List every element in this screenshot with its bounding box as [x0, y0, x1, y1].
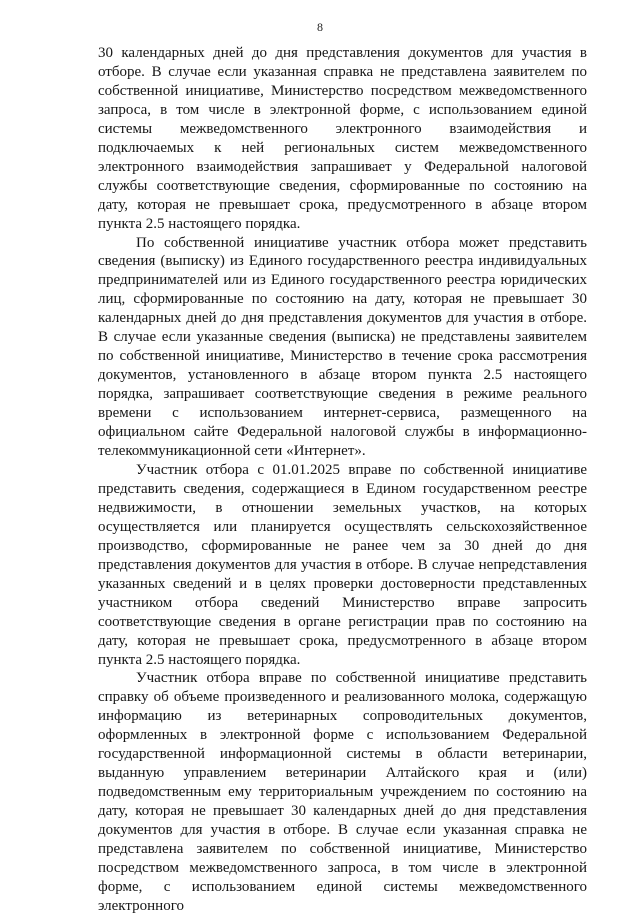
- paragraph-1: 30 календарных дней до дня представления документов для участия в отборе. В случае если указанная справка не представлена заявителем по собственной инициативе, Министерство посредством межведомственного запроса, в том числе в электронной форме, с использованием единой системы межведомственного электронного взаимодействия и подключаемых к ней региональных систем межведомственного электронного взаимодействия запрашивает у Федеральной налоговой службы соответствующие сведения, сформированные по состоянию на дату, которая не превышает срока, предусмотренного в абзаце втором пункта 2.5 настоящего порядка.: [98, 45, 587, 232]
- paragraph-3: Участник отбора с 01.01.2025 вправе по собственной инициативе представить сведения, содержащиеся в Едином государственном реестре недвижимости, в отношении земельных участков, на которых осуществляется или планируется осуществлять сельскохозяйственное производство, сформированные не ранее чем за 30 дней до дня представления документов для участия в отборе. В случае непредставления указанных сведений и в целях проверки достоверности представленных участником отбора сведений Министерство вправе запросить соответствующие сведения в органе регистрации прав по состоянию на дату, которая не превышает срока, предусмотренного в абзаце втором пункта 2.5 настоящего порядка.: [98, 461, 587, 668]
- document-body: [98, 44, 587, 916]
- paragraph-2: По собственной инициативе участник отбора может представить сведения (выписку) из Единого государственного реестра индивидуальных предпринимателей или из Единого государственного реестра юридических лиц, сформированные по состоянию на дату, которая не превышает 30 календарных дней до дня представления документов для участия в отборе. В случае если указанные сведения (выписка) не представлены заявителем по собственной инициативе, Министерство в течение срока рассмотрения документов, установленного в абзаце втором пункта 2.5 настоящего порядка, запрашивает соответствующие сведения в режиме реального времени с использованием интернет-сервиса, размещенного на официальном сайте Федеральной налоговой службы в информационно-телекоммуникационной сети «Интернет».: [98, 234, 587, 460]
- page-number: 8: [317, 20, 323, 34]
- paragraph-4: Участник отбора вправе по собственной инициативе представить справку об объеме произведенного и реализованного молока, содержащую информацию из ветеринарных сопроводительных документов, оформленных в электронной форме с использованием Федеральной государственной информационной системы в области ветеринарии, выданную управлением ветеринарии Алтайского края и (или) подведомственным ему территориальным учреждением по состоянию на дату, которая не превышает 30 календарных дней до дня представления документов для участия в отборе. В случае если указанная справка не представлена заявителем по собственной инициативе, Министерство посредством межведомственного запроса, в том числе в электронной форме, с использованием единой системы межведомственного электронного: [98, 670, 587, 914]
